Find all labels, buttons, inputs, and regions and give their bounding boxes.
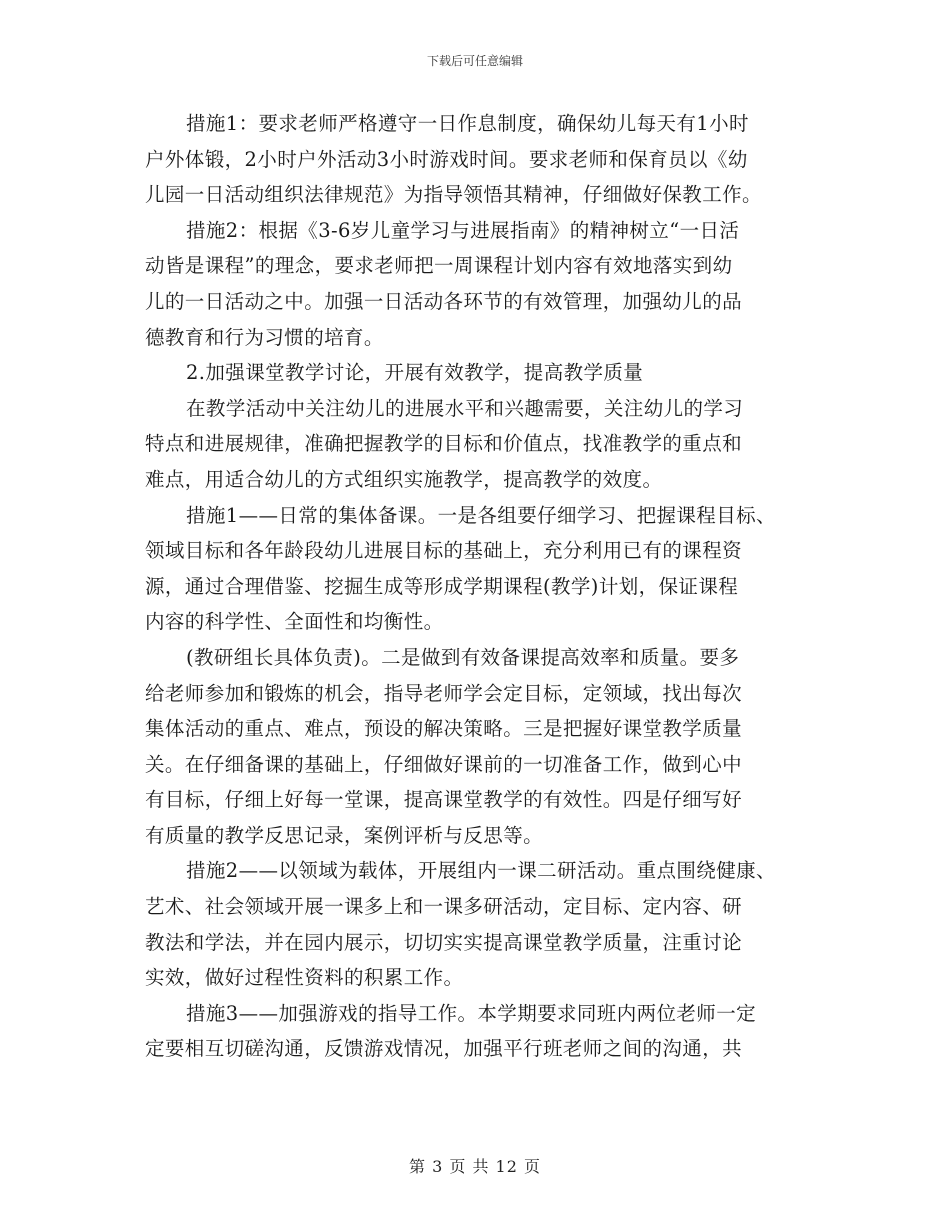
text-line: 措施1：要求老师严格遵守一日作息制度，确保幼儿每天有1小时 — [186, 112, 749, 135]
text-line: 措施1——日常的集体备课。一是各组要仔细学习、把握课程目标、 — [186, 503, 776, 527]
text-line: (教研组长具体负责)。二是做到有效备课提高效率和质量。要多 — [186, 645, 740, 669]
text-line: 措施2：根据《3-6岁儿童学习与进展指南》的精神树立“一日活 — [186, 218, 740, 242]
text-line: 措施2——以领域为载体，开展组内一课二研活动。重点围绕健康、 — [186, 859, 776, 883]
text-line: 措施3——加强游戏的指导工作。本学期要求同班内两位老师一定 — [186, 1001, 757, 1025]
text-line: 有目标，仔细上好每一堂课，提高课堂教学的有效性。四是仔细写好 — [145, 788, 743, 812]
text-line: 儿园一日活动组织法律规范》为指导领悟其精神，仔细做好保教工作。 — [145, 183, 762, 207]
text-line: 源，通过合理借鉴、挖掘生成等形成学期课程(教学)计划，保证课程 — [145, 574, 739, 598]
text-line: 领域目标和各年龄段幼儿进展目标的基础上，充分利用已有的课程资 — [145, 539, 743, 563]
text-line: 定要相互切磋沟通，反馈游戏情况，加强平行班老师之间的沟通，共 — [145, 1037, 743, 1061]
text-line: 儿的一日活动之中。加强一日活动各环节的有效管理，加强幼儿的品 — [145, 289, 743, 313]
text-line: 动皆是课程”的理念，要求老师把一周课程计划内容有效地落实到幼 — [145, 254, 733, 278]
page-number-footer: 第 3 页 共 12 页 — [409, 1157, 541, 1176]
text-line: 艺术、社会领域开展一课多上和一课多研活动，定目标、定内容、研 — [145, 895, 743, 919]
text-line: 在教学活动中关注幼儿的进展水平和兴趣需要，关注幼儿的学习 — [186, 396, 744, 420]
text-line: 实效，做好过程性资料的积累工作。 — [145, 966, 464, 990]
page-header: 下载后可任意编辑 — [426, 54, 523, 68]
text-line: 教法和学法，并在园内展示，切切实实提高课堂教学质量，注重讨论 — [145, 930, 743, 954]
text-line: 集体活动的重点、难点，预设的解决策略。三是把握好课堂教学质量 — [145, 717, 743, 741]
document-body — [145, 106, 835, 1067]
text-line: 给老师参加和锻炼的机会，指导老师学会定目标，定领域，找出每次 — [145, 681, 743, 705]
text-line: 特点和进展规律，准确把握教学的目标和价值点，找准教学的重点和 — [145, 432, 743, 456]
text-line: 内容的科学性、全面性和均衡性。 — [145, 610, 444, 634]
text-line: 2.加强课堂教学讨论，开展有效教学，提高教学质量 — [186, 361, 644, 385]
text-line: 有质量的教学反思记录，案例评析与反思等。 — [145, 823, 544, 847]
text-line: 德教育和行为习惯的培育。 — [145, 325, 384, 349]
text-line: 户外体锻，2小时户外活动3小时游戏时间。要求老师和保育员以《幼 — [145, 147, 748, 171]
text-line: 难点，用适合幼儿的方式组织实施教学，提高教学的效度。 — [145, 467, 663, 491]
text-line: 关。在仔细备课的基础上，仔细做好课前的一切准备工作，做到心中 — [145, 752, 743, 776]
